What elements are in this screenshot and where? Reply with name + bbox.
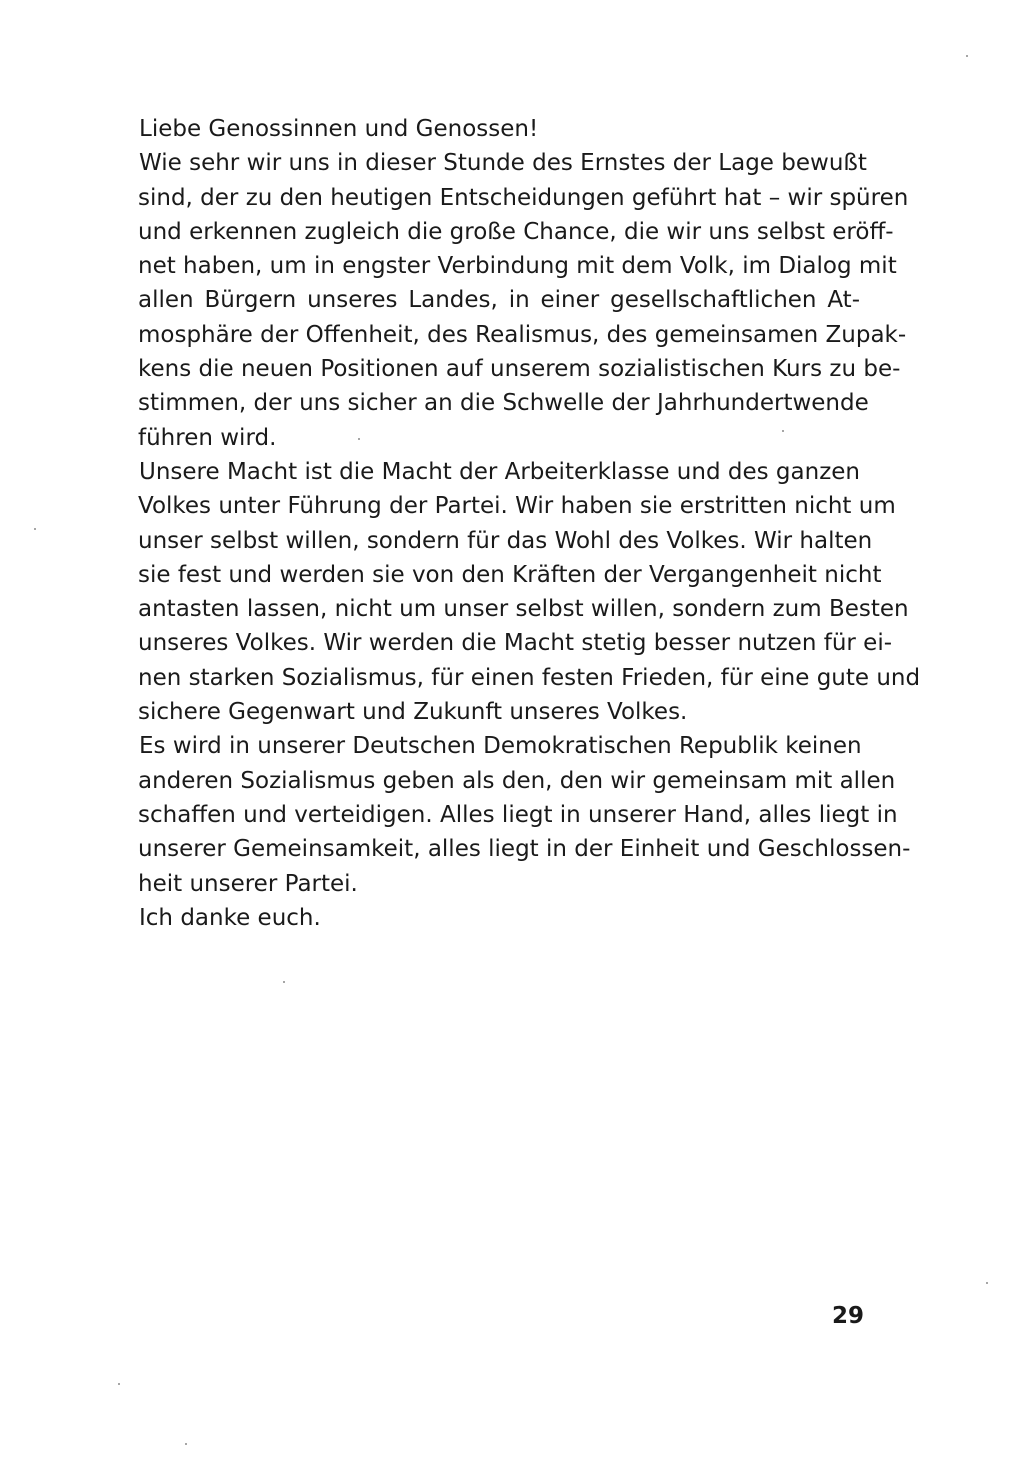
text-line: und erkennen zugleich die große Chance, die wir uns selbst eröff- <box>138 218 894 245</box>
scan-speck <box>782 430 784 432</box>
text-line: Volkes unter Führung der Partei. Wir haben sie erstritten nicht um <box>138 493 896 520</box>
text-line: sind, der zu den heutigen Entscheidungen geführt hat – wir spüren <box>138 184 909 211</box>
text-line: führen wird. <box>138 424 277 451</box>
text-line: mosphäre der Offenheit, des Realismus, des gemeinsamen Zupak- <box>138 321 907 348</box>
text-line: unser selbst willen, sondern für das Wohl des Volkes. Wir halten <box>138 527 873 554</box>
text-line: nen starken Sozialismus, für einen festen Frieden, für eine gute und <box>138 664 921 691</box>
scan-speck <box>118 1383 120 1385</box>
text-line: unseres Volkes. Wir werden die Macht stetig besser nutzen für ei- <box>138 630 893 657</box>
scan-speck <box>986 1282 988 1284</box>
paragraph-1 <box>138 146 909 455</box>
text-line: allen Bürgern unseres Landes, in einer gesellschaftlichen At- <box>138 287 860 314</box>
text-line: Unsere Macht ist die Macht der Arbeiterklasse und des ganzen <box>139 458 860 485</box>
paragraph-3 <box>138 729 911 900</box>
text-line: Wie sehr wir uns in dieser Stunde des Ernstes der Lage bewußt <box>139 150 867 177</box>
text-line: sie fest und werden sie von den Kräften der Vergangenheit nicht <box>138 561 882 588</box>
text-line: Es wird in unserer Deutschen Demokratischen Republik keinen <box>139 733 862 760</box>
scan-speck <box>34 528 36 530</box>
text-line: schaffen und verteidigen. Alles liegt in unserer Hand, alles liegt in <box>138 801 898 828</box>
text-line: heit unserer Partei. <box>138 870 358 897</box>
text-line: antasten lassen, nicht um unser selbst willen, sondern zum Besten <box>138 596 909 623</box>
paragraph-2 <box>138 455 921 729</box>
text-line: anderen Sozialismus geben als den, den wir gemeinsam mit allen <box>138 767 896 794</box>
text-line: unserer Gemeinsamkeit, alles liegt in der Einheit und Geschlossen- <box>138 836 911 863</box>
salutation: Liebe Genossinnen und Genossen! <box>139 116 539 142</box>
scan-speck <box>283 981 285 983</box>
body-text <box>138 112 921 935</box>
closing-line: Ich danke euch. <box>139 904 321 931</box>
text-line: net haben, um in engster Verbindung mit dem Volk, im Dialog mit <box>138 253 897 280</box>
text-line: stimmen, der uns sicher an die Schwelle der Jahrhundertwende <box>138 390 869 417</box>
text-line: sichere Gegenwart und Zukunft unseres Volkes. <box>138 699 688 726</box>
scan-speck <box>185 1443 187 1445</box>
scan-speck <box>966 55 968 57</box>
scan-speck <box>358 438 360 440</box>
text-line: kens die neuen Positionen auf unserem sozialistischen Kurs zu be- <box>138 356 901 383</box>
page-number: 29 <box>831 1303 864 1329</box>
